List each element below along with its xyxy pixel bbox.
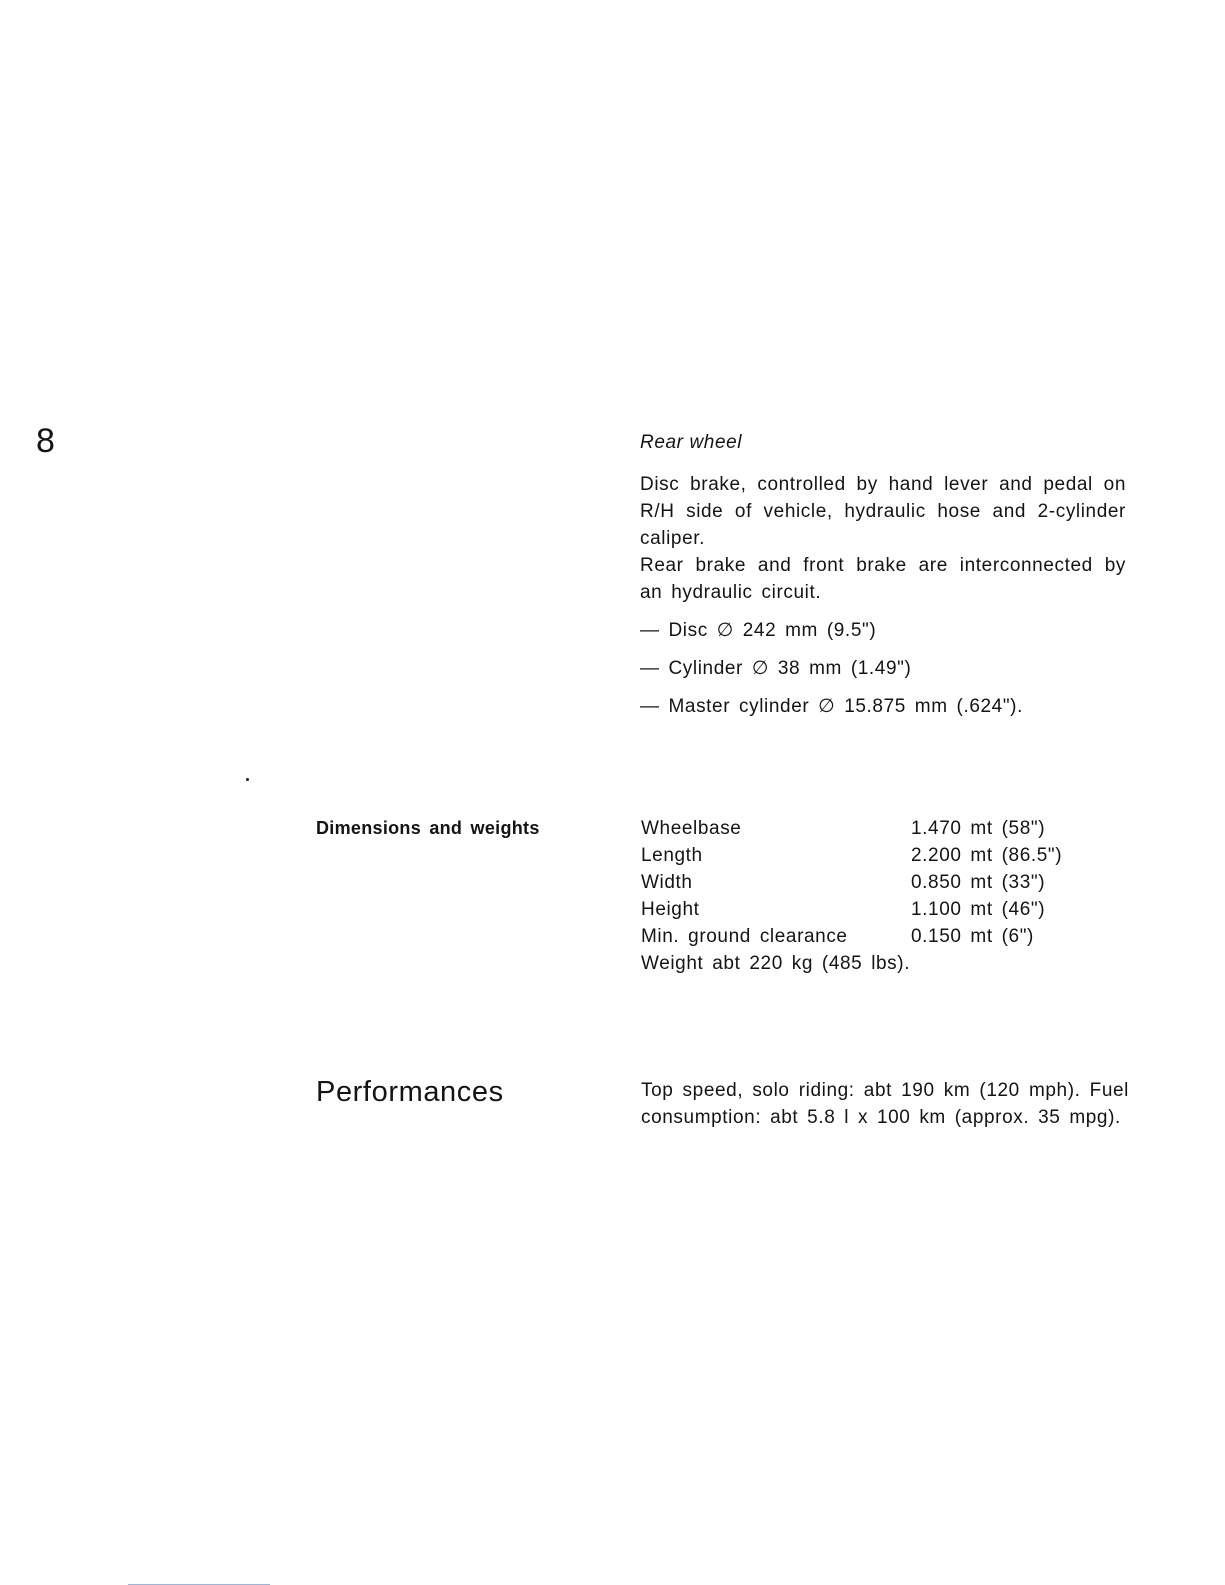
dimensions-table [641,815,1062,950]
dimensions-label: Dimensions and weights [316,818,540,838]
table-row [641,923,1062,950]
table-row [641,842,1062,869]
page-number: 8 [36,422,55,460]
spec-disc: — Disc ∅ 242 mm (9.5") [640,620,877,641]
table-row [641,869,1062,896]
dimension-name: Min. ground clearance [641,926,848,947]
spec-cylinder: — Cylinder ∅ 38 mm (1.49") [640,658,912,679]
dimension-name: Wheelbase [641,818,742,839]
dimension-value: 1.100 mt (46") [911,899,1046,920]
dimension-value: 0.150 mt (6") [911,926,1034,947]
rear-wheel-heading: Rear wheel [640,432,743,453]
dimension-name: Height [641,899,700,920]
spec-master-cylinder: — Master cylinder ∅ 15.875 mm (.624"). [640,696,1023,717]
weight-line: Weight abt 220 kg (485 lbs). [641,953,911,974]
rear-brake-description: Disc brake, controlled by hand lever and pedal on R/H side of vehicle, hydraulic hose and 2-cylinder caliper. [640,474,1126,549]
dimension-value: 0.850 mt (33") [911,872,1046,893]
dimension-name: Width [641,872,693,893]
brake-spec-list [640,612,1023,726]
table-row [641,815,1062,842]
performances-label: Performances [316,1076,504,1108]
table-row [641,896,1062,923]
performances-text: Top speed, solo riding: abt 190 km (120 mph). Fuel consumption: abt 5.8 l x 100 km (approx. 35 mpg). [641,1080,1129,1128]
dimension-name: Length [641,845,703,866]
brake-interconnection-note: Rear brake and front brake are interconnected by an hydraulic circuit. [640,555,1126,603]
dimension-value: 1.470 mt (58") [911,818,1046,839]
dimension-value: 2.200 mt (86.5") [911,845,1063,866]
stray-dot [246,778,249,781]
